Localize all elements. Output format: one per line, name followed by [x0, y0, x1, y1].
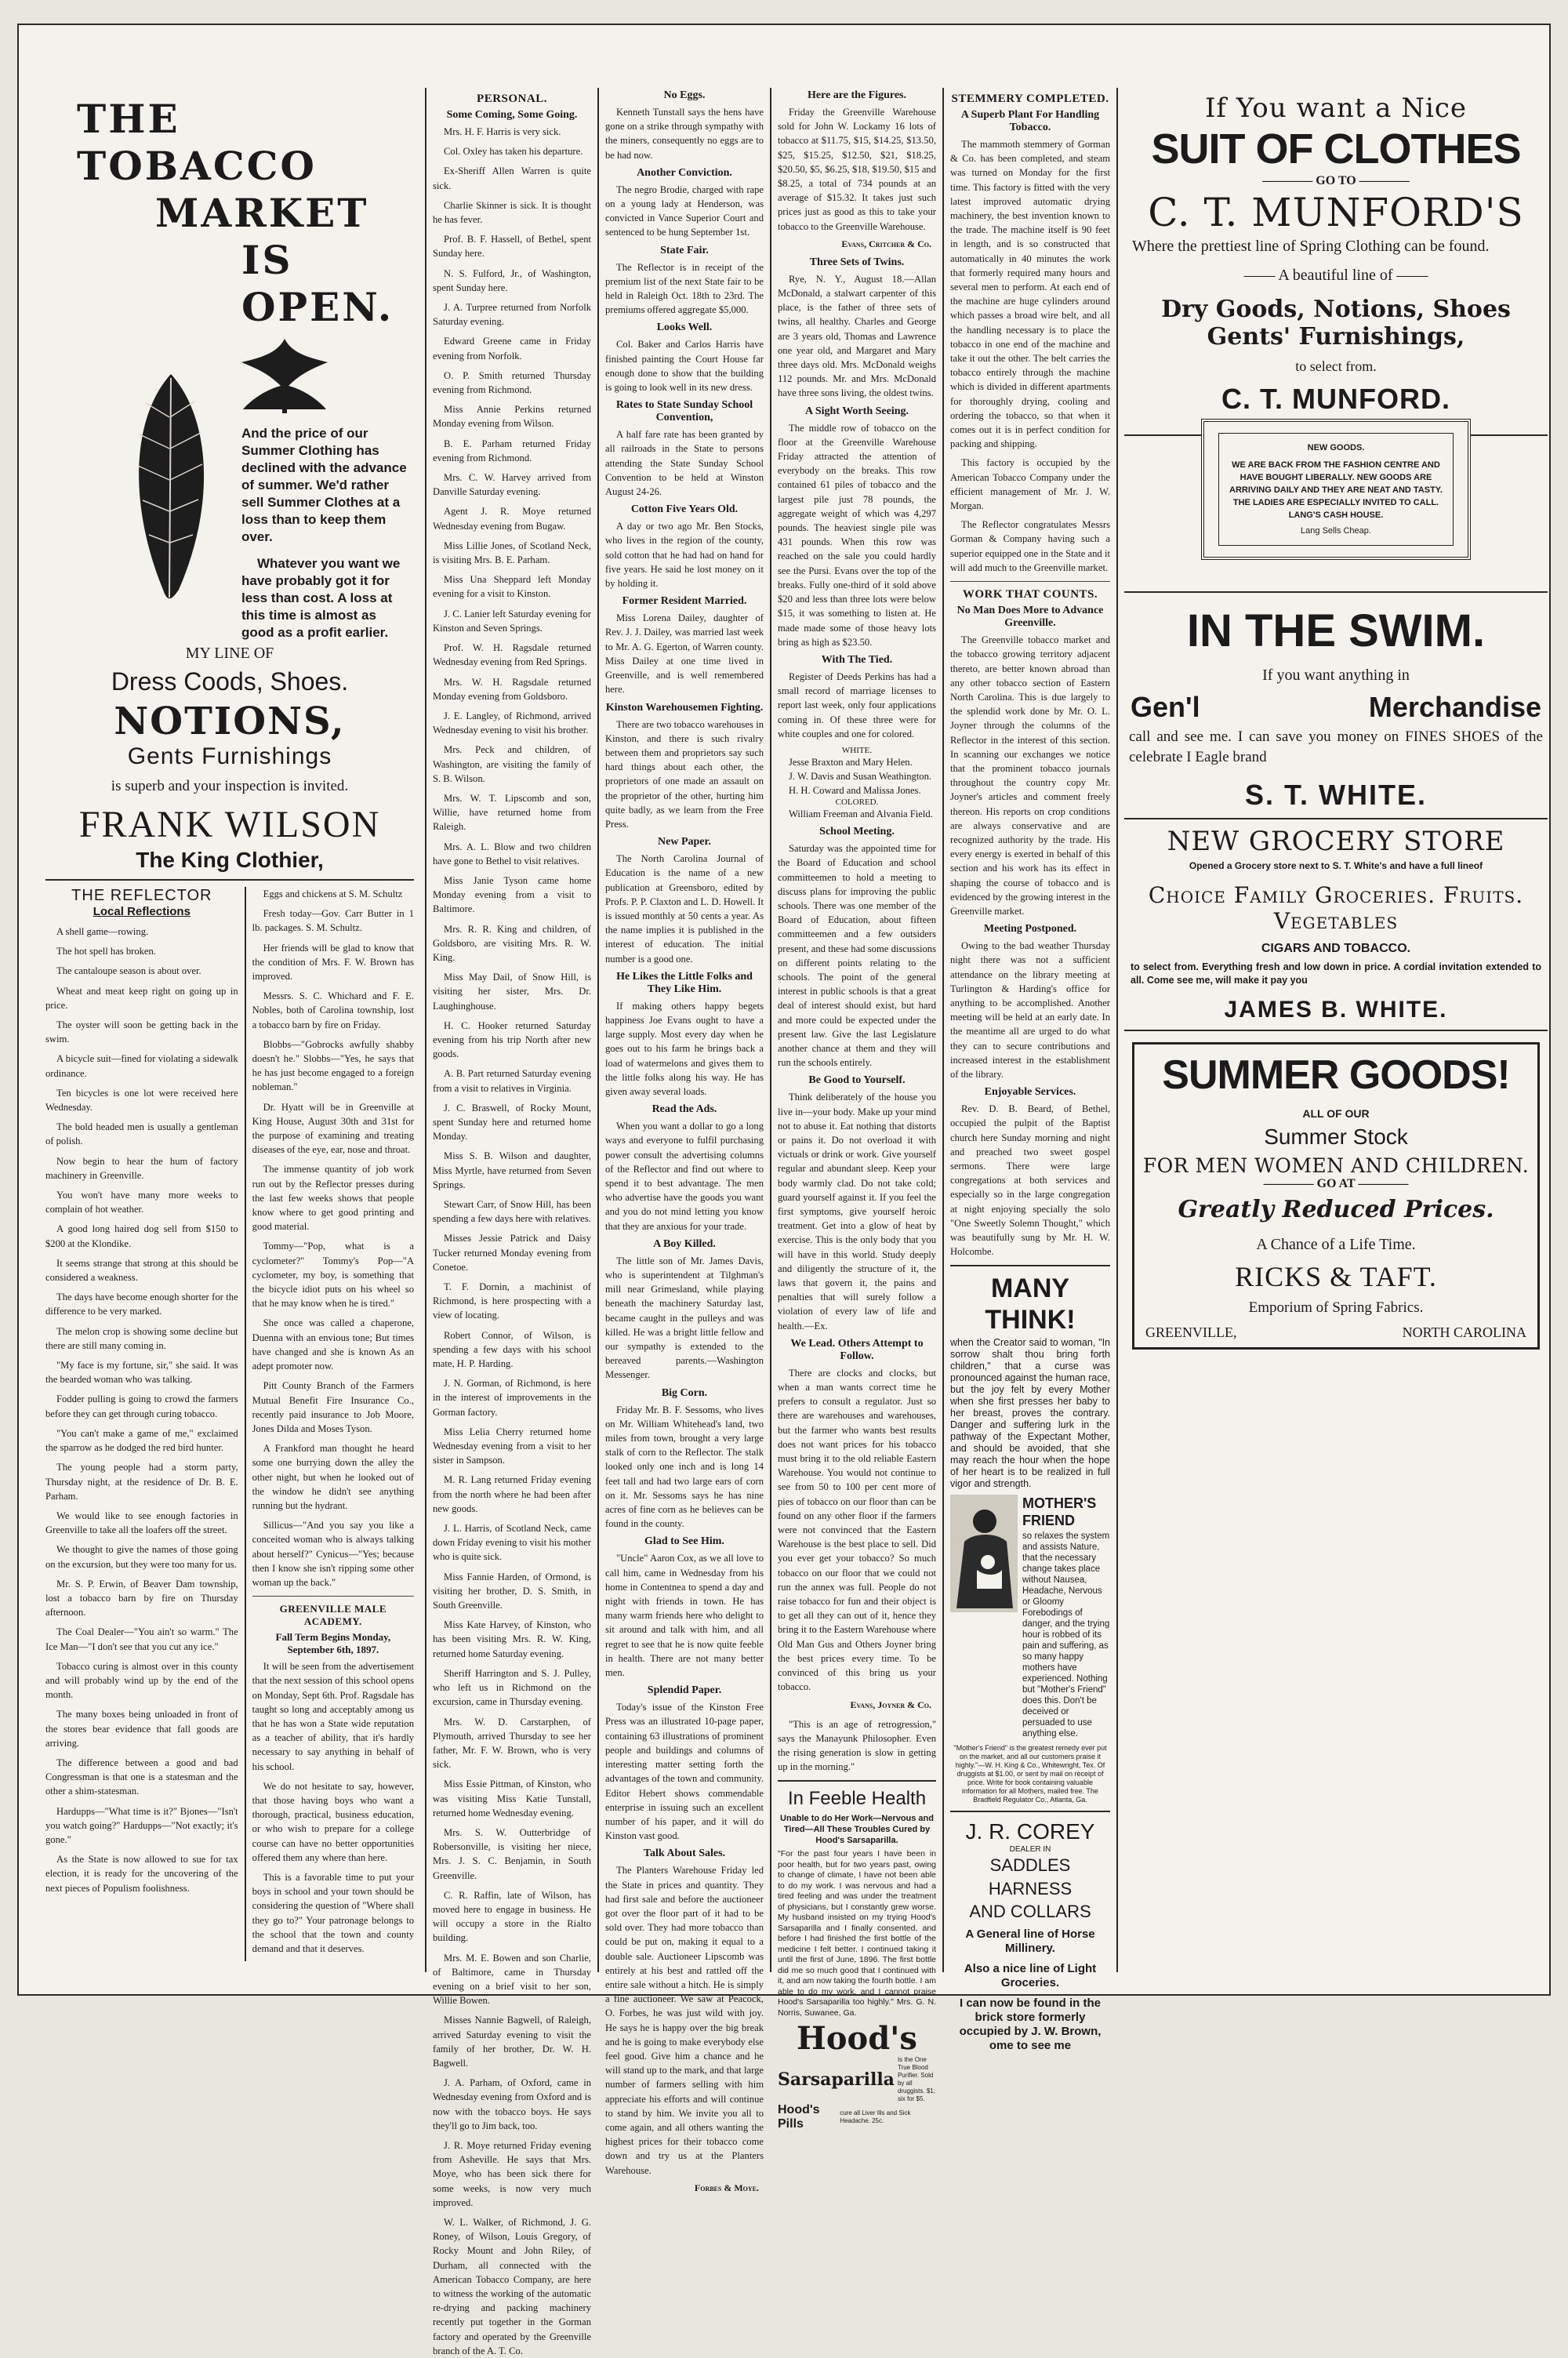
- tobacco-leaf-illustration: [124, 370, 218, 605]
- personal-item: Miss May Dail, of Snow Hill, is visiting her sister, Mrs. Dr. Laughinghouse.: [433, 972, 591, 1012]
- summer-goods-heading: SUMMER GOODS!: [1162, 1052, 1510, 1098]
- superb-text: is superb and your inspection is invited.: [111, 778, 349, 794]
- misc-item: Her friends will be glad to know that the condition of Mrs. F. W. Brown has improved.: [252, 942, 414, 983]
- article-heading: Kinston Warehousemen Fighting.: [605, 701, 764, 714]
- column-rule: [942, 88, 944, 1972]
- local-item: The many boxes being unloaded in front of the stores bear evidence that fall goods are arriving.: [45, 1709, 238, 1749]
- article-heading: No Eggs.: [663, 89, 706, 101]
- sarsaparilla-logo: Sarsaparilla: [778, 2069, 895, 2091]
- notions: NOTIONS,: [114, 699, 346, 743]
- signature: Evans, Critcher & Co.: [841, 238, 931, 249]
- local-reflections: [45, 887, 245, 1961]
- personal-item: Misses Jessie Patrick and Daisy Tucker returned Monday evening from Conetoe.: [433, 1233, 591, 1273]
- article-text: Owing to the bad weather Thursday night there was not a sufficient attendance on the library meeting at Turlington & Harding's office for anything to be accomplished. Another meeting will be held at an early date. In the meantime all are urged to do what they can to secure contributions and increased interest in the establishment of the library.: [950, 940, 1110, 1080]
- grocery-select: to select from. Everything fresh and low down in price. A cordial invitation extended to all. Come see me, will make it pay you: [1131, 961, 1541, 986]
- feeble-text: "For the past four years I have been in poor health, but for two years past, owing to change of climate, I have not been able to do my work. I was nervous and had a tired feeling and was under the treatment of physicians, but I constantly grew worse. My husband insisted on my trying Hood's Sarsaparilla and I finally consented, and before I had finished the first bottle of the medicine I felt better. I continued taking it until the first of June, 1896. The first bottle did me so much good that I continued with it, and am now taking the fourth bottle. I am able to do my work, and I cannot praise Hood's Sarsaparilla too highly." Mrs. G. N. Norris, Suwanee, Ga.: [778, 1849, 936, 2018]
- king-clothier: The King Clothier,: [136, 848, 324, 872]
- hoods-ad: [778, 1788, 936, 2131]
- article-heading: Meeting Postponed.: [983, 923, 1077, 936]
- personal-item: Miss Essie Pittman, of Kinston, who was visiting Miss Katie Tunstall, returned home Wednesday evening.: [433, 1778, 591, 1818]
- local-item: The melon crop is showing some decline but there are still many coming in.: [45, 1325, 238, 1351]
- corey-name: J. R. COREY: [965, 1819, 1095, 1844]
- ad-title-line-2: MARKET: [155, 190, 369, 236]
- local-item: The hot spell has broken.: [56, 946, 156, 957]
- summer-text: And the price of our Summer Clothing has declined with the advance of summer. We'd rather sell Summer Clothes at a loss than to keep them over.: [241, 426, 407, 544]
- feeble-heading: In Feeble Health: [787, 1788, 927, 1810]
- article-heading: Glad to See Him.: [644, 1535, 724, 1548]
- local-items-list: [45, 925, 238, 1895]
- personal-item: J. L. Harris, of Scotland Neck, came down Friday evening to visit his mother who is quite sick.: [433, 1523, 591, 1563]
- reflector-masthead: THE REFLECTOR: [71, 887, 212, 904]
- personal-item: Ex-Sheriff Allen Warren is quite sick.: [433, 165, 591, 191]
- article-text: "This is an age of retrogression," says the Manayunk Philosopher. Even the rising generation is slow in getting up in the morning.": [778, 1718, 936, 1773]
- corey-saddles: SADDLES HARNESS: [988, 1855, 1073, 1899]
- grocery-heading: NEW GROCERY STORE: [1167, 826, 1505, 857]
- personal-item: A. B. Part returned Saturday evening from a visit to relatives in Virginia.: [433, 1068, 591, 1094]
- tobacco-plant-illustration: [234, 331, 336, 417]
- misc-item: The immense quantity of job work run out by the Reflector presses during the last few weeks shows that people know where to get good printing and good material.: [252, 1164, 414, 1233]
- personal-item: Mrs. C. W. Harvey arrived from Danville Saturday evening.: [433, 472, 591, 498]
- local-item: Ten bicycles is one lot were received here Wednesday.: [45, 1087, 238, 1114]
- personal-item: Prof. B. F. Hassell, of Bethel, spent Sunday here.: [433, 234, 591, 260]
- article-text: When you want a dollar to go a long ways and everyone to fulfil purchasing power consult the advertising columns of the Reflector and find out where to spend it to best advantage. The men who advertise have the goods you want and you do not mind letting you know that they are anxious for your trade.: [605, 1121, 764, 1232]
- article-subheading: No Man Does More to Advance Greenville.: [956, 605, 1104, 630]
- column-1: [45, 88, 414, 1972]
- ricks-taft-ad: SUMMER GOODS! ALL OF OUR Summer Stock FOR MEN WOMEN AND CHILDREN. ———— GO AT ———— Greatly Reduced Prices. A Chance of a Life Time. RICKS & TAFT. Emporium of Spring Fabrics. GREENVILLE, NORTH CAROLINA: [1132, 1042, 1540, 1350]
- local-item: We would like to see enough factories in Greenville to take all the loafers off the street.: [45, 1510, 238, 1536]
- personal-item: Miss Janie Tyson came home Monday evening from a visit to Baltimore.: [433, 874, 591, 915]
- men-women-children: FOR MEN WOMEN AND CHILDREN.: [1142, 1154, 1530, 1177]
- article-heading: Three Sets of Twins.: [809, 256, 905, 268]
- go-at: GO AT: [1316, 1177, 1356, 1190]
- article-heading: We Lead. Others Attempt to Follow.: [790, 1337, 924, 1362]
- personal-subheading: Some Coming, Some Going.: [446, 109, 578, 121]
- article-text: The negro Brodie, charged with rape on a young lady at Henderson, was convicted in Vance Superior Court and sentenced to be hung September 1st.: [605, 183, 764, 238]
- fall-term-heading: Fall Term Begins Monday, September 6th, 1897.: [275, 1631, 391, 1656]
- signature: Forbes & Moye.: [694, 2182, 759, 2193]
- local-item: The young people had a storm party, Thursday night, at the residence of Dr. B. E. Parham.: [45, 1462, 238, 1502]
- sarsaparilla-tagline: Is the One True Blood Purifier. Sold by all druggists. $1; six for $5.: [897, 2056, 935, 2103]
- personal-item: Miss S. B. Wilson and daughter, Miss Myrtle, have returned from Seven Springs.: [433, 1150, 591, 1190]
- personal-item: J. C. Braswell, of Rocky Mount, spent Sunday here and returned home Monday.: [433, 1102, 591, 1143]
- personal-item: Stewart Carr, of Snow Hill, has been spending a few days here with relatives.: [433, 1199, 591, 1225]
- white-call-text: call and see me. I can save you money on FINES SHOES of the celebrate I Eagle brand: [1129, 728, 1543, 765]
- corey-dealer: DEALER IN: [1009, 1845, 1051, 1855]
- munford-go-to: GO TO: [1316, 174, 1356, 187]
- personal-item: T. F. Dornin, a machinist of Richmond, is here prospecting with a view of locating.: [433, 1281, 591, 1321]
- many-think-text: when the Creator said to woman, "In sorrow shalt thou bring forth children," that a curse was pronounced against the human race, but the joy felt by every Mother when she first presses her baby to her breast, proves the contrary. Danger and suffering lurk in the pathway of the Expectant Mother, and should be avoided, that she may reach the hour when the hope of her heart is to be realized in full vigor and strength.: [950, 1337, 1110, 1490]
- corey-brick-store: I can now be found in the brick store formerly occupied by J. W. Brown, ome to see me: [959, 1996, 1102, 2053]
- article-text: Col. Baker and Carlos Harris have finished painting the Court House far enough done to show that the building is going to look well in its new dress.: [605, 339, 764, 394]
- new-goods-text: WE ARE BACK FROM THE FASHION CENTRE AND HAVE BOUGHT LIBERALLY. NEW GOODS ARE ARRIVING DAILY AND THEY ARE NEAT AND TASTY. THE LADIES ARE ESPECIALLY INVITED TO CALL. LANG'S CASH HOUSE.: [1229, 460, 1443, 520]
- local-item: Mr. S. P. Erwin, of Beaver Dam township, lost a tobacco barn by fire on Thursday afternoon.: [45, 1578, 238, 1619]
- clothier-ad: [45, 96, 414, 873]
- article-text: A day or two ago Mr. Ben Stocks, who lives in the region of the county, sold cotton that he had had on hand for five years. He said he lost money on it by holding it.: [605, 521, 764, 590]
- personal-item: Mrs. S. W. Outterbridge of Robersonville, is visiting her niece, Mrs. J. S. C. Benjamin, in South Greenville.: [433, 1826, 591, 1881]
- personal-item: Prof. W. H. Ragsdale returned Wednesday evening from Red Springs.: [433, 642, 591, 668]
- article-text: Friday the Greenville Warehouse sold for John W. Lockamy 16 lots of tobacco at $11.75, $15, $14.25, $13.50, $25, $15.25, $12.50, $21, $18.25, $20.50, $5, $6.25, $18, $19.50, $15 and $8.25, a total of 734 pounds at an average of $15.32. It takes just such prices just as good as this to take your tobacco to the Greenville Warehouse.: [778, 107, 936, 232]
- misc-item: Sillicus—"And you say you like a conceited woman who is always talking about herself?" Cynicus—"Yes; because then I know she isn't ripping some other woman up the back.": [252, 1520, 414, 1588]
- article-text: The Greenville tobacco market and the tobacco growing territory adjacent thereto, are better known abroad than any other tobacco section of Eastern North Carolina. This is due largely to the splendid work done by Mr. O. L. Joyner through the columns of the Reflector in the interest of this section. In scanning our exchanges we notice that the prominent tobacco journals throughout the country copy Mr. Joyner's articles and comment freely thereon. His reports on crop conditions are always conservative and are recognized authority by the trade. His every energy is exerted in behalf of this section and his work has its effect in shaping the course of tobacco and is evidenced by the growing interest in the Greenville market.: [950, 634, 1110, 917]
- mothers-friend-text: so relaxes the system and assists Nature, that the necessary change takes place without Nausea, Headache, Nervous or Gloomy Forebodings of danger, and the trying hour is robbed of its pain and suffering, as so many happy mothers have experienced. Nothing but "Mother's Friend" does this. Don't be deceived or persuaded to use anything else.: [1022, 1531, 1110, 1739]
- personal-item: Sheriff Harrington and S. J. Pulley, who left us in Richmond on the excursion, came in Thursday evening.: [433, 1667, 591, 1708]
- personal-item: O. P. Smith returned Thursday evening from Richmond.: [433, 369, 591, 396]
- many-think-heading: MANY THINK!: [985, 1273, 1076, 1335]
- dress-goods: Dress Coods, Shoes.: [111, 667, 349, 696]
- article-text: The Reflector is in receipt of the premium list of the next State fair to be held in Raleigh Oct. 18th to 23rd. The premiums offered aggregate $5,000.: [605, 261, 764, 316]
- my-line-of: MY LINE OF: [185, 645, 274, 662]
- misc-item: Dr. Hyatt will be in Greenville at King House, August 30th and 31st for the purpose of examining and treating diseases of the eye, ear, nose and throat.: [252, 1101, 414, 1156]
- personal-item: J. A. Parham, of Oxford, came in Wednesday evening from Oxford and is now with the tobacco boys. He says they'll go to Jim back, too.: [433, 2077, 591, 2131]
- article-text: Kenneth Tunstall says the hens have gone on a strike through sympathy with the miners, consequently no eggs are to be had now.: [605, 107, 764, 161]
- munford-store-name: C. T. MUNFORD'S: [1148, 190, 1524, 235]
- munford-signature: C. T. MUNFORD.: [1221, 383, 1450, 415]
- article-heading: Big Corn.: [661, 1386, 708, 1399]
- local-item: A shell game—rowing.: [56, 926, 149, 937]
- grocery-choice: Choice Family Groceries. Fruits. Vegetables: [1148, 882, 1524, 934]
- grocery-opened: Opened a Grocery store next to S. T. White's and have a full lineof: [1189, 860, 1483, 871]
- article-heading: Rates to State Sunday School Convention,: [615, 399, 753, 424]
- personal-item: Edward Greene came in Friday evening from Norfolk.: [433, 336, 591, 362]
- local-item: As the State is now allowed to sue for tax election, it is ready for the uncovering of the next pieces of Populism foolishness.: [45, 1854, 238, 1894]
- st-white-ad: [1124, 604, 1548, 812]
- article-heading: STEMMERY COMPLETED.: [951, 93, 1109, 105]
- summer-stock: Summer Stock: [1264, 1125, 1408, 1149]
- article-subheading: A Superb Plant For Handling Tobacco.: [960, 109, 1100, 133]
- personal-item: Misses Nannie Bagwell, of Raleigh, arrived Saturday evening to visit the family of her brother, Dr. W. H. Bagwell.: [433, 2015, 591, 2069]
- white-anything: If you want anything in: [1262, 667, 1410, 684]
- personal-item: C. R. Raffin, late of Wilson, has moved here to engage in business. He will occupy a store in the Rialto building.: [433, 1889, 591, 1944]
- munford-select: to select from.: [1295, 358, 1377, 374]
- emporium-text: Emporium of Spring Fabrics.: [1248, 1299, 1424, 1316]
- ricks-taft-name: RICKS & TAFT.: [1235, 1261, 1437, 1292]
- article-text: There are clocks and clocks, but when a man wants correct time he prefers to consult a regulator. Just so there are warehouses and warehouses, but the farmer who wants best results does not want prices for his tobacco must bring it to the old reliable Eastern Warehouse. You would not continue to see from 50 to 100 per cent more of pies of tobacco on our floor than can be found on any other floor if the farmers were not convinced that the Eastern Warehouse is the best place to sell. Did you ever get your tobacco? So much tobacco on our floor that we could not run the annex was full. People do not raise tobacco for fun and their object is to get all they can out of it, hence they bring it to the Eastern Warehouse where Old Man Gus and Others Joyner bring the best prices every time. To be convinced of this bring us your tobacco.: [778, 1367, 936, 1693]
- personal-item: W. L. Walker, of Richmond, J. G. Roney, of Wilson, Louis Gregory, of Rocky Mount and John Riley, of Durham, all connected with the American Tobacco Company, are here to witness the working of the automatic re-drying and packing machinery recently put together in the Gorman factory and operated by the Greenville branch of the A. T. Co.: [433, 2217, 591, 2356]
- column-5: [950, 88, 1110, 2053]
- gen-word: Gen'l: [1131, 691, 1200, 723]
- continued-items: [246, 887, 414, 1961]
- personal-item: Mrs. W. D. Carstarphen, of Plymouth, arrived Thursday to see her father, Mr. F. W. Brown, who is very sick.: [433, 1716, 591, 1771]
- personal-item: Mrs. W. H. Ragsdale returned Monday evening from Goldsboro.: [433, 676, 591, 702]
- personal-item: Miss Una Sheppard left Monday evening for a visit to Kinston.: [433, 574, 591, 600]
- personal-item: Mrs. M. E. Bowen and son Charlie, of Baltimore, came in Thursday evening on a brief visit to her son, Willie Bowen.: [433, 1952, 591, 2007]
- misc-item: Blobbs—"Gobrocks awfully shabby doesn't he." Slobbs—"Yes, he says that he has just become engaged to a foreign nobleman.": [252, 1038, 414, 1093]
- article-heading: Former Resident Married.: [622, 595, 747, 608]
- article-heading: WORK THAT COUNTS.: [962, 588, 1098, 601]
- personal-item: Miss Lelia Cherry returned home Wednesday evening from a visit to her sister in Sampson.: [433, 1426, 591, 1466]
- personal-item: B. E. Parham returned Friday evening from Richmond.: [433, 438, 591, 463]
- article-text: The little son of Mr. James Davis, who is superintendent at Tilghman's mill near Grimesland, while playing beneath the machinery Saturday last, became caught in the pulleys and was killed. He was a bright little fellow and our sympathy is extended to the bereaved parents.—Washington Messenger.: [605, 1255, 764, 1381]
- munford-beautiful: A beautiful line of: [1278, 267, 1393, 284]
- article-heading: He Likes the Little Folks and They Like Him.: [616, 970, 753, 995]
- article-heading: A Boy Killed.: [653, 1237, 716, 1250]
- column-rule: [425, 88, 426, 1972]
- article-heading: State Fair.: [660, 244, 709, 256]
- article-text: Think deliberately of the house you live in—your body. Make up your mind not to abuse it. Eat nothing that distorts or pains it. Do not overload it with victuals or drink or work. Give yourself regular and abundant sleep. Keep your body warmly clad. Do not take cold; guard yourself against it. If you feel the first symptoms, give yourself heroic treatment. Get into a glow of heat by exercise. This is the only body that you will have in this world. Study deeply and diligently the structure of it, the laws that govern it, the pains and penalties that will surely follow a violation of every law of life and health.—Ex.: [778, 1092, 936, 1332]
- article-heading: Splendid Paper.: [647, 1684, 722, 1697]
- local-item: The bold headed men is usually a gentleman of polish.: [45, 1121, 238, 1147]
- local-item: A good long haired dog sell from $150 to $200 at the Klondike.: [45, 1223, 238, 1249]
- personal-item: N. S. Fulford, Jr., of Washington, spent Sunday here.: [433, 267, 591, 293]
- lang-new-goods-ad: [1201, 419, 1471, 560]
- article-text: Rev. D. B. Beard, of Bethel, occupied the pulpit of the Baptist church here Sunday morning and night and preached two sweet gospel sermons. There were large congregations at both services and especially so in the large congregation at night enjoying specially the solo "One Sweetly Solemn Thought," which was beautifully sung by Mr. H. W. Holcombe.: [950, 1103, 1110, 1258]
- article-text: "Uncle" Aaron Cox, as we all love to call him, came in Wednesday from his home in Contentnea to spend a day and night with friends in town. He has many warm friends here who delight to sit around and talk with him, and all regret to see that he is now quite feeble in health. There are not many better men.: [605, 1553, 764, 1679]
- local-item: The days have become enough shorter for the difference to be very marked.: [45, 1292, 238, 1317]
- local-item: Hardupps—"What time is it?" Bjones—"Isn't you watch going?" Hardupps—"Not exactly; it's gone.": [45, 1805, 238, 1845]
- academy-heading: GREENVILLE MALE ACADEMY.: [279, 1603, 387, 1628]
- column-3: [605, 88, 764, 2193]
- lang-sells-cheap: Lang Sells Cheap.: [1301, 526, 1371, 536]
- corey-general: A General line of Horse Millinery.: [965, 1927, 1095, 1956]
- article-text: Miss Lorena Dailey, daughter of Rev. J. J. Dailey, was married last week to Mr. A. G. Egerton, of Warren county. Miss Dailey at one time lived in Greenville, and is well remembered here.: [605, 612, 764, 696]
- personal-item: Mrs. Peck and children, of Washington, are visiting the family of S. B. Wilson.: [433, 744, 591, 784]
- column-rule: [770, 88, 771, 1972]
- ad-title-line-1: THE TOBACCO: [77, 96, 317, 189]
- column-6: [1124, 88, 1548, 1972]
- article-text: If making others happy begets happiness Joe Evans ought to have a large supply. Most every day when he goes out to his farm he brings back a load of watermelons and gives them to the little folks along his way. He has given away several loads.: [605, 1000, 764, 1097]
- mothers-friend-title: MOTHER'S FRIEND: [1022, 1495, 1097, 1529]
- grocery-store-ad: [1124, 826, 1548, 1023]
- misc-item: A Frankford man thought he heard some one burrying down the alley the other night, but when he looked out of the window he didn't see anything running but the hydrant.: [252, 1443, 414, 1511]
- north-carolina-label: NORTH CAROLINA: [1402, 1324, 1526, 1340]
- article-heading: Enjoyable Services.: [984, 1086, 1076, 1099]
- article-text: Friday Mr. B. F. Sessoms, who lives on Mr. William Whitehead's land, two miles from town, brought a very large stalk of corn to the Reflector. The stalk looked only one inch and is long 14 feet tall and had two large ears of corn on it. Mr. Sessoms says he has nine acres of fine corn as he believes can be found in the county.: [605, 1404, 764, 1530]
- munford-suit: SUIT OF CLOTHES: [1151, 125, 1521, 173]
- new-goods-heading: NEW GOODS.: [1307, 443, 1365, 452]
- munford-dry-goods: Dry Goods, Notions, Shoes: [1161, 296, 1511, 323]
- couple: William Freeman and Alvania Field.: [789, 808, 933, 819]
- mother-child-illustration: [950, 1495, 1018, 1612]
- personal-item: Miss Annie Perkins returned Monday evening from Wilson.: [433, 404, 591, 430]
- munford-want: If You want a Nice: [1204, 93, 1468, 124]
- personal-item: Mrs. A. L. Blow and two children have gone to Bethel to visit relatives.: [433, 841, 591, 867]
- local-item: The oyster will soon be getting back in the swim.: [45, 1019, 238, 1045]
- frank-wilson: FRANK WILSON: [78, 804, 381, 845]
- column-rule: [1116, 88, 1118, 1972]
- st-white-name: S. T. WHITE.: [1244, 779, 1427, 811]
- misc-item: Messrs. S. C. Whichard and F. E. Nobles, both of Carolina township, lost a tobacco barn by fire on Friday.: [252, 990, 414, 1030]
- local-item: Tobacco curing is almost over in this county and will probably wind up by the end of the month.: [45, 1660, 238, 1701]
- article-text: Rye, N. Y., August 18.—Allan McDonald, a stalwart carpenter of this place, is the father of three sets of twins, all healthy. Charles and George are 3 years old, Thomas and Lawrence one year old, and Margaret and Mary three days old. Mrs. McDonald weighs 112 pounds. Mr. and Mrs. McDonald have three sons living, the oldest twins.: [778, 273, 936, 399]
- personal-item: H. C. Hooker returned Saturday evening from his trip North after new goods.: [433, 1019, 591, 1060]
- james-white-name: JAMES B. WHITE.: [1224, 997, 1448, 1023]
- local-item: It seems strange that strong at this should be considered a weakness.: [45, 1257, 238, 1284]
- signature: Evans, Joyner & Co.: [850, 1699, 931, 1710]
- local-item: Now begin to hear the hum of factory machinery in Greenville.: [45, 1155, 238, 1181]
- article-text: The middle row of tobacco on the floor at the Greenville Warehouse Friday attracted the attention of everybody on the breaks. This row contained 61 piles of tobacco and the largest pile just 78 pounds, the aggregate weight of which was 4,297 pounds. The heaviest single pile was 431 pounds. When this row was reached on the sale you could hardly see the Pursi. Evans over the top of the breaks. Fully one-third of it sold above $20 and less than three lots were below $15, it was something to listen at. He made made some of those heavy lots bring as high as $23.50.: [778, 422, 936, 648]
- article-text: A half fare rate has been granted by all railroads in the State to persons attending the State Sunday School Convention to be held at Winston August 24-26.: [605, 429, 764, 498]
- misc-item: Pitt County Branch of the Farmers Mutual Benefit Fire Insurance Co., recently paid insurance to Job Moore, Jones Dilda and Moses Tyson.: [252, 1380, 414, 1434]
- local-item: The difference between a good and bad Congressman is that one is a statesman and the other a shim-statesman.: [45, 1757, 238, 1797]
- personal-item: Charlie Skinner is sick. It is thought he has fever.: [433, 199, 591, 226]
- hoods-pills: Hood's Pills: [778, 2103, 820, 2131]
- local-item: Wheat and meat keep right on going up in price.: [45, 985, 238, 1011]
- corey-ad: [950, 1818, 1110, 2053]
- colored-label: COLORED.: [835, 797, 879, 807]
- misc-item: Tommy—"Pop, what is a cyclometer?" Tommy's Pop—"A cyclometer, my boy, is something that the bicycle idiot puts on his wheel so that he may know when he is tired.": [252, 1241, 414, 1310]
- personal-item: Mrs. H. F. Harris is very sick.: [444, 126, 561, 137]
- personal-item: J. E. Langley, of Richmond, arrived Wednesday evening to visit his brother.: [433, 710, 591, 736]
- misc-items-list: [252, 887, 414, 1590]
- all-of-our: ALL OF OUR: [1302, 1107, 1370, 1120]
- hoods-logo: Hood's: [797, 2020, 917, 2058]
- article-heading: Cotton Five Years Old.: [630, 503, 739, 516]
- local-item: "My face is my fortune, sir," she said. It was the bearded woman who was talking.: [45, 1360, 238, 1386]
- article-heading: Talk About Sales.: [643, 1848, 726, 1860]
- personal-item: Robert Connor, of Wilson, is spending a few days with his school mate, H. P. Harding.: [433, 1329, 591, 1370]
- munford-where: Where the prettiest line of Spring Clothing can be found.: [1132, 238, 1490, 255]
- greatly-reduced: Greatly Reduced Prices.: [1178, 1196, 1494, 1223]
- misc-item: She once was called a chaperone, Duenna with an envious tone; But times have changed and she is known As an adept promoter now.: [252, 1317, 414, 1372]
- article-heading: Another Conviction.: [637, 166, 732, 179]
- local-item: We thought to give the names of those going on the excursion, but they were too many for us.: [45, 1544, 238, 1570]
- academy-text: [252, 1659, 414, 1956]
- whatever-text: Whatever you want we have probably got it for less than cost. A loss at this time is almost as good as a profit earlier.: [241, 556, 401, 640]
- couple: J. W. Davis and Susan Weathington.: [789, 770, 932, 782]
- article-text: Register of Deeds Perkins has had a small record of marriage licenses to report last week, only four applications coming in. Of these three were for white couples and one for colored.: [778, 670, 936, 739]
- personal-item: M. R. Lang returned Friday evening from the north where he had been after new goods.: [433, 1474, 591, 1514]
- academy-paragraph: This is a favorable time to put your boys in school and your town should be considering the question of "Where shall they go to?" Your patronage belongs to the school that the town and county demand and that it deserves.: [252, 1871, 414, 1954]
- article-text: The North Carolina Journal of Education is the name of a new publication at Greensboro, edited by Profs. P. P. Claxton and L. D. Howell. It is issued monthly at 50 cents a year. As the name implies it is published in the interest of education. The initial number is a good one.: [605, 853, 764, 965]
- misc-item: Eggs and chickens at S. M. Schultz: [263, 888, 403, 899]
- personal-item: Mrs. W. T. Lipscomb and son, Willie, have returned home from Raleigh.: [433, 792, 591, 833]
- local-item: A bicycle suit—fined for violating a sidewalk ordinance.: [45, 1053, 238, 1079]
- personal-item: Mrs. R. R. King and children, of Goldsboro, are visiting Mrs. R. W. King.: [433, 923, 591, 963]
- academy-paragraph: It will be seen from the advertisement that the next session of this school opens on Monday, Sept 6th. Prof. Ragsdale has taught so long and acceptably among us that he has won a State wide reputation as a teacher of ability, that it's hardly necessary to say anything in behalf of his school.: [252, 1661, 414, 1772]
- mothers-friend-testimonial: "Mother's Friend" is the greatest remedy ever put on the market, and all our customers praise it highly."—W. H. King & Co., Whitewright, Tex. Of druggists at $1.00, or sent by mail on receipt of price. Write for book containing valuable information for all Mothers, mailed free. The Bradfield Regulator Co., Atlanta, Ga.: [953, 1744, 1107, 1804]
- local-item: The Coal Dealer—"You ain't so warm." The Ice Man—"I don't see that you cut any ice.": [45, 1626, 238, 1652]
- personal-heading: PERSONAL.: [477, 93, 547, 105]
- personal-item: Agent J. R. Moye returned Wednesday evening from Bugaw.: [433, 506, 591, 532]
- article-heading: New Paper.: [658, 836, 711, 848]
- personal-item: J. A. Turpree returned from Norfolk Saturday evening.: [433, 302, 591, 328]
- article-heading: Read the Ads.: [652, 1103, 717, 1116]
- misc-item: Fresh today—Gov. Carr Butter in 1 lb. packages. S. M. Schultz.: [252, 908, 414, 934]
- personal-item: Miss Kate Harvey, of Kinston, who has been visiting Mrs. R. W. King, returned home Saturday evening.: [433, 1619, 591, 1659]
- personal-item: J. N. Gorman, of Richmond, is here in the interest of improvements in the Gorman factory.: [433, 1378, 591, 1418]
- personal-item: Miss Fannie Harden, of Ormond, is visiting her brother, D. S. Smith, in South Greenville.: [433, 1571, 591, 1611]
- munford-ad: If You want a Nice SUIT OF CLOTHES ———— GO TO ———— C. T. MUNFORD'S Where the prettiest line of Spring Clothing can be found. —— A beautiful line of —— Dry Goods, Notions, Shoes Gents' Furnishings, to select from. C. T. MUNFORD.: [1124, 93, 1548, 416]
- article-heading: With The Tied.: [821, 653, 893, 666]
- personal-item: J. C. Lanier left Saturday evening for Kinston and Seven Springs.: [433, 608, 591, 634]
- article-heading: Looks Well.: [656, 322, 713, 334]
- personal-item: J. R. Moye returned Friday evening from Asheville. He says that Mrs. Moye, who has been sick there for some weeks, is now very much improved.: [433, 2139, 591, 2208]
- personal-item: Miss Lillie Jones, of Scotland Neck, is visiting Mrs. B. E. Parham.: [433, 540, 591, 566]
- article-text: There are two tobacco warehouses in Kinston, and there is such rivalry between them and proprietors say such hard things about each other, the proprietors of one made an assault on the proprietor of the other, hurting him quite badly, as we learn from the Free Press.: [605, 718, 764, 830]
- couple: Jesse Braxton and Mary Helen.: [789, 756, 913, 768]
- feeble-subheading: Unable to do Her Work—Nervous and Tired—All These Troubles Cured by Hood's Sarsaparilla.: [780, 1814, 934, 1846]
- munford-gents: Gents' Furnishings,: [1207, 323, 1465, 351]
- personal-list: [433, 125, 591, 2358]
- newspaper-page: [17, 24, 1551, 2356]
- article-text: The Reflector congratulates Messrs Gorman & Company having such a superior equipped one in the State and it will add much to the Greenville market.: [950, 519, 1110, 573]
- column-rule: [597, 88, 599, 1972]
- grocery-cigars: CIGARS AND TOBACCO.: [1261, 942, 1411, 955]
- corey-groceries: Also a nice line of Light Groceries.: [964, 1962, 1097, 1990]
- article-heading: A Sight Worth Seeing.: [805, 405, 909, 417]
- local-item: You won't have many more weeks to complain of hot weather.: [45, 1190, 238, 1215]
- greenville-label: GREENVILLE,: [1145, 1324, 1237, 1340]
- academy-paragraph: We do not hesitate to say, however, that those having boys who want a thorough, practical, business education, or who wish to prepare for a college course can have no better opportunities offered them any where than here.: [252, 1780, 414, 1863]
- couple: H. H. Coward and Malissa Jones.: [789, 784, 921, 796]
- in-the-swim: IN THE SWIM.: [1186, 605, 1486, 656]
- column-4: [778, 88, 936, 2131]
- local-reflections-heading: Local Reflections: [93, 905, 191, 918]
- article-text: The Planters Warehouse Friday led the State in prices and quantity. They had first sale and before the auctioneer got over the floor part of it had to be sold over. They had more tobacco than could be put on, making it equal to a double sale. Auctioneer Lipscomb was entirely at his best and rattled off the entire sale without a hitch. He is simply a fine auctioneer. We saw at Peacock, O. Forbes, he was just wild with joy. He says he is happy over the big break and he is going to make everybody else feel good. Give him a chance and he will stand up to the mark, and that large number of farmers selling with him appreciate his efforts and will continue to stand by him. We invite you all to come again, and all others wanting the highest prices for their tobacco come down and try us at the Planters Warehouse.: [605, 1865, 764, 2176]
- ad-title-line-3: IS OPEN.: [241, 237, 394, 330]
- column-2: [433, 88, 591, 2356]
- merchandise-word: Merchandise: [1368, 691, 1541, 723]
- article-text: The mammoth stemmery of Gorman & Co. has been completed, and steam was turned on Monday for the first time. This factory is fitted with the very latest improved automatic drying machinery, the best invention known to the trade. The machine itself is 90 feet in length, and is so constructed that automatically in 40 minutes the work that formerly required many hours and several men to perform. At each end of the machine are huge cylinders around which passes a broad wire belt, and all the handling necessary is to place the tobacco in one end of the machine and take it out the other. The belt carries the tobacco entirely through the machine which is divided in different apartments for thoroughly drying, cooling and ordering the tobacco, so that when it comes out it is in perfect condition for packing and shipping.: [950, 139, 1110, 450]
- personal-item: Col. Oxley has taken his departure.: [444, 146, 583, 158]
- pills-tagline: cure all Liver Ills and Sick Headache. 25c.: [840, 2109, 911, 2125]
- local-item: Fodder pulling is going to crowd the farmers before they can get through curing tobacco.: [45, 1393, 238, 1419]
- gents-furnishings: Gents Furnishings: [127, 743, 332, 769]
- local-item: "You can't make a game of me," exclaimed the sparrow as he dodged the red bird hunter.: [45, 1427, 238, 1454]
- white-label: WHITE.: [841, 745, 873, 755]
- mothers-friend-ad: [950, 1273, 1110, 1804]
- article-heading: Be Good to Yourself.: [808, 1074, 906, 1087]
- corey-collars: AND COLLARS: [969, 1902, 1091, 1922]
- article-text: Saturday was the appointed time for the Board of Education and school committeemen to hold a meeting to discuss plans for improving the public schools. There was one member of the Board of Education, about fifteen committeemen and a few outsiders present, and these had some discussions on different points relating to the schools. The point of the general interest in public schools is that a great deal of interest should exist, but hard and more could be expected under the present law. Give the last Legislature another chance at them and they will run the schools entirely.: [778, 843, 936, 1069]
- article-heading: Here are the Figures.: [808, 89, 906, 101]
- article-text: Today's issue of the Kinston Free Press was an illustrated 10-page paper, containing 63 illustrations of prominent people and buildings and columns of interesting matter setting forth the advantages of the town and community. Editor Hebert shows commendable enterprise in issuing such an excellent number of his paper, and it will do Kinston vast good.: [605, 1702, 764, 1842]
- article-text: This factory is occupied by the American Tobacco Company under the efficient management of Mr. J. W. Morgan.: [950, 457, 1110, 512]
- article-heading: School Meeting.: [819, 826, 895, 838]
- local-item: The cantaloupe season is about over.: [56, 965, 201, 977]
- chance-text: A Chance of a Life Time.: [1256, 1236, 1416, 1253]
